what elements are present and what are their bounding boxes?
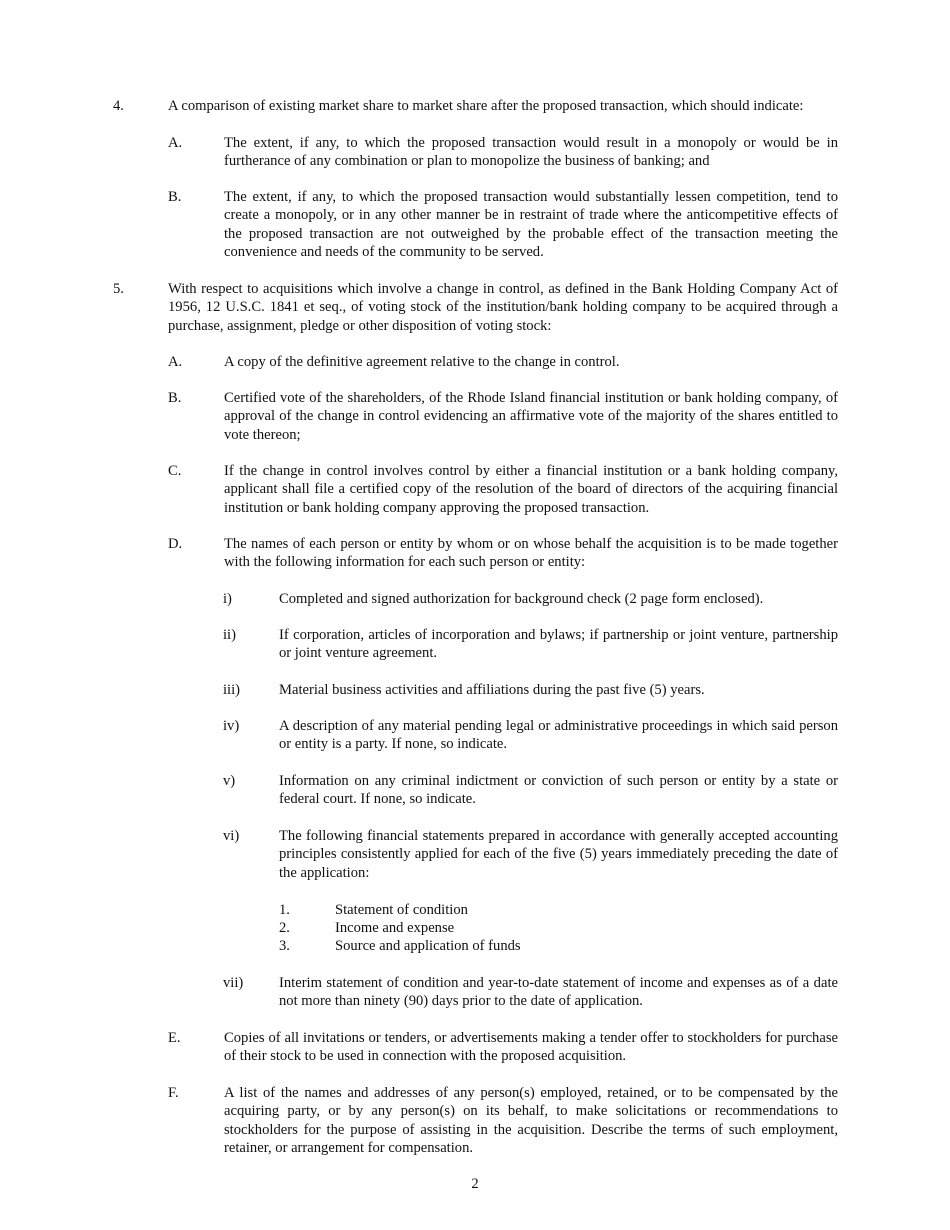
item-text: Source and application of funds — [335, 938, 521, 954]
item-marker: i) — [223, 591, 232, 607]
item-marker: B. — [168, 189, 182, 205]
item-text: The extent, if any, to which the proposed transaction would result in a monopoly or would be in furtherance of any combination or plan to monopolize the business of banking; and — [224, 135, 838, 170]
item-marker: A. — [168, 354, 183, 370]
item-text: Completed and signed authorization for background check (2 page form enclosed). — [279, 591, 764, 607]
item-marker: iii) — [223, 682, 241, 698]
item-marker: 1. — [279, 902, 290, 918]
item-marker: 4. — [113, 98, 124, 114]
item-marker: B. — [168, 390, 182, 406]
item-marker: ii) — [223, 627, 236, 643]
item-marker: iv) — [223, 718, 240, 734]
item-text: The names of each person or entity by whom or on whose behalf the acquisition is to be made together with the following information for each such person or entity: — [224, 536, 838, 571]
item-text: With respect to acquisitions which involve a change in control, as defined in the Bank Holding Company Act of 1956, 12 U.S.C. 1841 et seq., of voting stock of the institution/bank holding company to be acquired through a purchase, assignment, pledge or other disposition of voting stock: — [168, 281, 838, 334]
item-marker: A. — [168, 135, 183, 151]
item-text: A comparison of existing market share to market share after the proposed transaction, which should indicate: — [168, 98, 804, 114]
item-marker: vi) — [223, 828, 240, 844]
item-marker: C. — [168, 463, 182, 479]
item-marker: 2. — [279, 920, 290, 936]
item-text: A copy of the definitive agreement relative to the change in control. — [224, 354, 620, 370]
item-text: A list of the names and addresses of any person(s) employed, retained, or to be compensated by the acquiring party, or by any person(s) on its behalf, to make solicitations or recommendations to stockholders for the purpose of assisting in the acquisition. Describe the terms of such employment, retainer, or arrangement for compensation. — [224, 1085, 838, 1157]
item-text: A description of any material pending legal or administrative proceedings in which said person or entity is a party. If none, so indicate. — [279, 718, 838, 753]
item-text: Copies of all invitations or tenders, or advertisements making a tender offer to stockholders for purchase of their stock to be used in connection with the proposed acquisition. — [224, 1030, 838, 1065]
item-text: Income and expense — [335, 920, 455, 936]
item-marker: E. — [168, 1030, 181, 1046]
item-marker: 3. — [279, 938, 290, 954]
item-marker: F. — [168, 1085, 179, 1101]
item-text: If corporation, articles of incorporation and bylaws; if partnership or joint venture, partnership or joint venture agreement. — [279, 627, 838, 662]
item-text: The extent, if any, to which the proposed transaction would substantially lessen competition, tend to create a monopoly, or in any other manner be in restraint of trade where the anticompetitive effects of the proposed transaction are not outweighed by the probable effect of the transaction meeting the convenience and needs of the community to be served. — [224, 189, 838, 261]
item-marker: 5. — [113, 281, 124, 297]
item-text: The following financial statements prepared in accordance with generally accepted accounting principles consistently applied for each of the five (5) years immediately preceding the date of the application: — [279, 828, 838, 881]
item-text: Statement of condition — [335, 902, 468, 918]
item-marker: D. — [168, 536, 183, 552]
item-text: Certified vote of the shareholders, of the Rhode Island financial institution or bank holding company, of approval of the change in control evidencing an affirmative vote of the majority of the shares entitled to vote thereon; — [224, 390, 838, 443]
item-text: If the change in control involves control by either a financial institution or a bank holding company, applicant shall file a certified copy of the resolution of the board of directors of the acquiring financial institution or bank holding company approving the proposed transaction. — [224, 463, 838, 516]
item-text: Interim statement of condition and year-to-date statement of income and expenses as of a date not more than ninety (90) days prior to the date of application. — [279, 975, 838, 1010]
item-marker: vii) — [223, 975, 244, 991]
item-marker: v) — [223, 773, 236, 789]
item-text: Material business activities and affiliations during the past five (5) years. — [279, 682, 705, 698]
page-number: 2 — [471, 1176, 479, 1192]
item-text: Information on any criminal indictment or conviction of such person or entity by a state or federal court. If none, so indicate. — [279, 773, 838, 808]
